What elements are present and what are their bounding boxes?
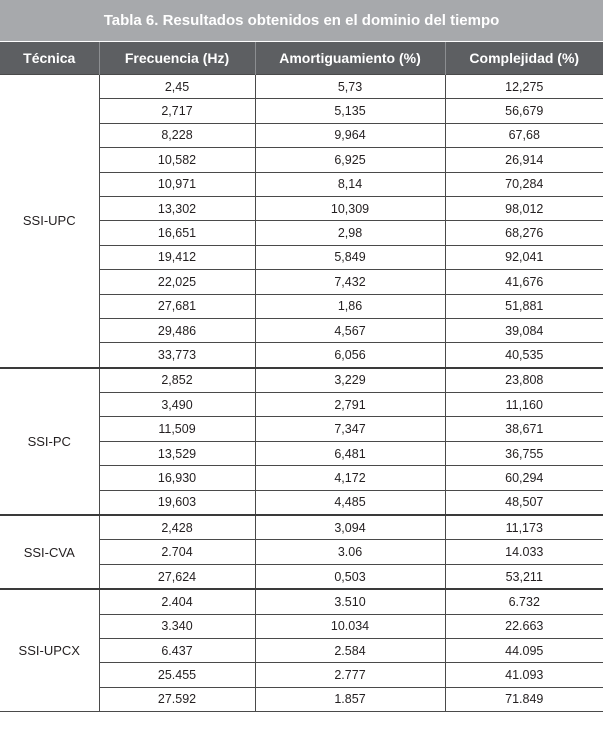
frecuencia-cell: 27,681 [99, 294, 255, 318]
frecuencia-cell: 27,624 [99, 564, 255, 589]
amortiguamiento-cell: 10.034 [255, 614, 445, 638]
table-row [0, 589, 603, 614]
complejidad-cell: 26,914 [445, 148, 603, 172]
frecuencia-cell: 19,412 [99, 245, 255, 269]
frecuencia-cell: 10,971 [99, 172, 255, 196]
complejidad-cell: 11,160 [445, 393, 603, 417]
complejidad-cell: 48,507 [445, 490, 603, 515]
frecuencia-cell: 8,228 [99, 123, 255, 147]
frecuencia-cell: 16,651 [99, 221, 255, 245]
frecuencia-cell: 11,509 [99, 417, 255, 441]
amortiguamiento-cell: 8,14 [255, 172, 445, 196]
complejidad-cell: 14.033 [445, 540, 603, 564]
frecuencia-cell: 25.455 [99, 663, 255, 687]
table-row [0, 515, 603, 540]
complejidad-cell: 53,211 [445, 564, 603, 589]
amortiguamiento-cell: 0,503 [255, 564, 445, 589]
amortiguamiento-cell: 3,229 [255, 368, 445, 393]
complejidad-cell: 98,012 [445, 196, 603, 220]
table-row [0, 75, 603, 99]
complejidad-cell: 60,294 [445, 466, 603, 490]
complejidad-cell: 39,084 [445, 318, 603, 342]
amortiguamiento-cell: 1,86 [255, 294, 445, 318]
frecuencia-cell: 6.437 [99, 638, 255, 662]
amortiguamiento-cell: 4,567 [255, 318, 445, 342]
header-row [0, 42, 603, 75]
header-tecnica: Técnica [0, 42, 99, 75]
header-frecuencia: Frecuencia (Hz) [99, 42, 255, 75]
frecuencia-cell: 2.704 [99, 540, 255, 564]
complejidad-cell: 92,041 [445, 245, 603, 269]
frecuencia-cell: 2,428 [99, 515, 255, 540]
complejidad-cell: 44.095 [445, 638, 603, 662]
frecuencia-cell: 13,302 [99, 196, 255, 220]
results-table [0, 42, 603, 712]
amortiguamiento-cell: 3,094 [255, 515, 445, 540]
amortiguamiento-cell: 3.510 [255, 589, 445, 614]
table-caption: Tabla 6. Resultados obtenidos en el dominio del tiempo [0, 0, 603, 42]
amortiguamiento-cell: 2,98 [255, 221, 445, 245]
frecuencia-cell: 2,852 [99, 368, 255, 393]
complejidad-cell: 41,676 [445, 270, 603, 294]
amortiguamiento-cell: 7,432 [255, 270, 445, 294]
table-header [0, 42, 603, 75]
amortiguamiento-cell: 5,135 [255, 99, 445, 123]
complejidad-cell: 23,808 [445, 368, 603, 393]
complejidad-cell: 51,881 [445, 294, 603, 318]
amortiguamiento-cell: 6,056 [255, 343, 445, 368]
frecuencia-cell: 19,603 [99, 490, 255, 515]
frecuencia-cell: 3.340 [99, 614, 255, 638]
frecuencia-cell: 22,025 [99, 270, 255, 294]
technique-cell: SSI-UPCX [0, 589, 99, 711]
amortiguamiento-cell: 5,849 [255, 245, 445, 269]
amortiguamiento-cell: 5,73 [255, 75, 445, 99]
complejidad-cell: 71.849 [445, 687, 603, 711]
complejidad-cell: 41.093 [445, 663, 603, 687]
amortiguamiento-cell: 2.584 [255, 638, 445, 662]
frecuencia-cell: 2,717 [99, 99, 255, 123]
amortiguamiento-cell: 3.06 [255, 540, 445, 564]
frecuencia-cell: 2.404 [99, 589, 255, 614]
complejidad-cell: 36,755 [445, 441, 603, 465]
technique-cell: SSI-UPC [0, 75, 99, 368]
table-row [0, 368, 603, 393]
amortiguamiento-cell: 6,481 [255, 441, 445, 465]
amortiguamiento-cell: 4,485 [255, 490, 445, 515]
complejidad-cell: 40,535 [445, 343, 603, 368]
complejidad-cell: 11,173 [445, 515, 603, 540]
amortiguamiento-cell: 9,964 [255, 123, 445, 147]
complejidad-cell: 68,276 [445, 221, 603, 245]
frecuencia-cell: 2,45 [99, 75, 255, 99]
frecuencia-cell: 13,529 [99, 441, 255, 465]
amortiguamiento-cell: 10,309 [255, 196, 445, 220]
table-body [0, 75, 603, 712]
frecuencia-cell: 3,490 [99, 393, 255, 417]
frecuencia-cell: 16,930 [99, 466, 255, 490]
frecuencia-cell: 27.592 [99, 687, 255, 711]
complejidad-cell: 6.732 [445, 589, 603, 614]
amortiguamiento-cell: 2,791 [255, 393, 445, 417]
frecuencia-cell: 29,486 [99, 318, 255, 342]
header-amortiguamiento: Amortiguamiento (%) [255, 42, 445, 75]
complejidad-cell: 70,284 [445, 172, 603, 196]
frecuencia-cell: 33,773 [99, 343, 255, 368]
technique-cell: SSI-PC [0, 368, 99, 515]
amortiguamiento-cell: 2.777 [255, 663, 445, 687]
frecuencia-cell: 10,582 [99, 148, 255, 172]
amortiguamiento-cell: 1.857 [255, 687, 445, 711]
complejidad-cell: 38,671 [445, 417, 603, 441]
header-complejidad: Complejidad (%) [445, 42, 603, 75]
amortiguamiento-cell: 6,925 [255, 148, 445, 172]
complejidad-cell: 22.663 [445, 614, 603, 638]
complejidad-cell: 12,275 [445, 75, 603, 99]
complejidad-cell: 67,68 [445, 123, 603, 147]
technique-cell: SSI-CVA [0, 515, 99, 589]
amortiguamiento-cell: 4,172 [255, 466, 445, 490]
amortiguamiento-cell: 7,347 [255, 417, 445, 441]
complejidad-cell: 56,679 [445, 99, 603, 123]
